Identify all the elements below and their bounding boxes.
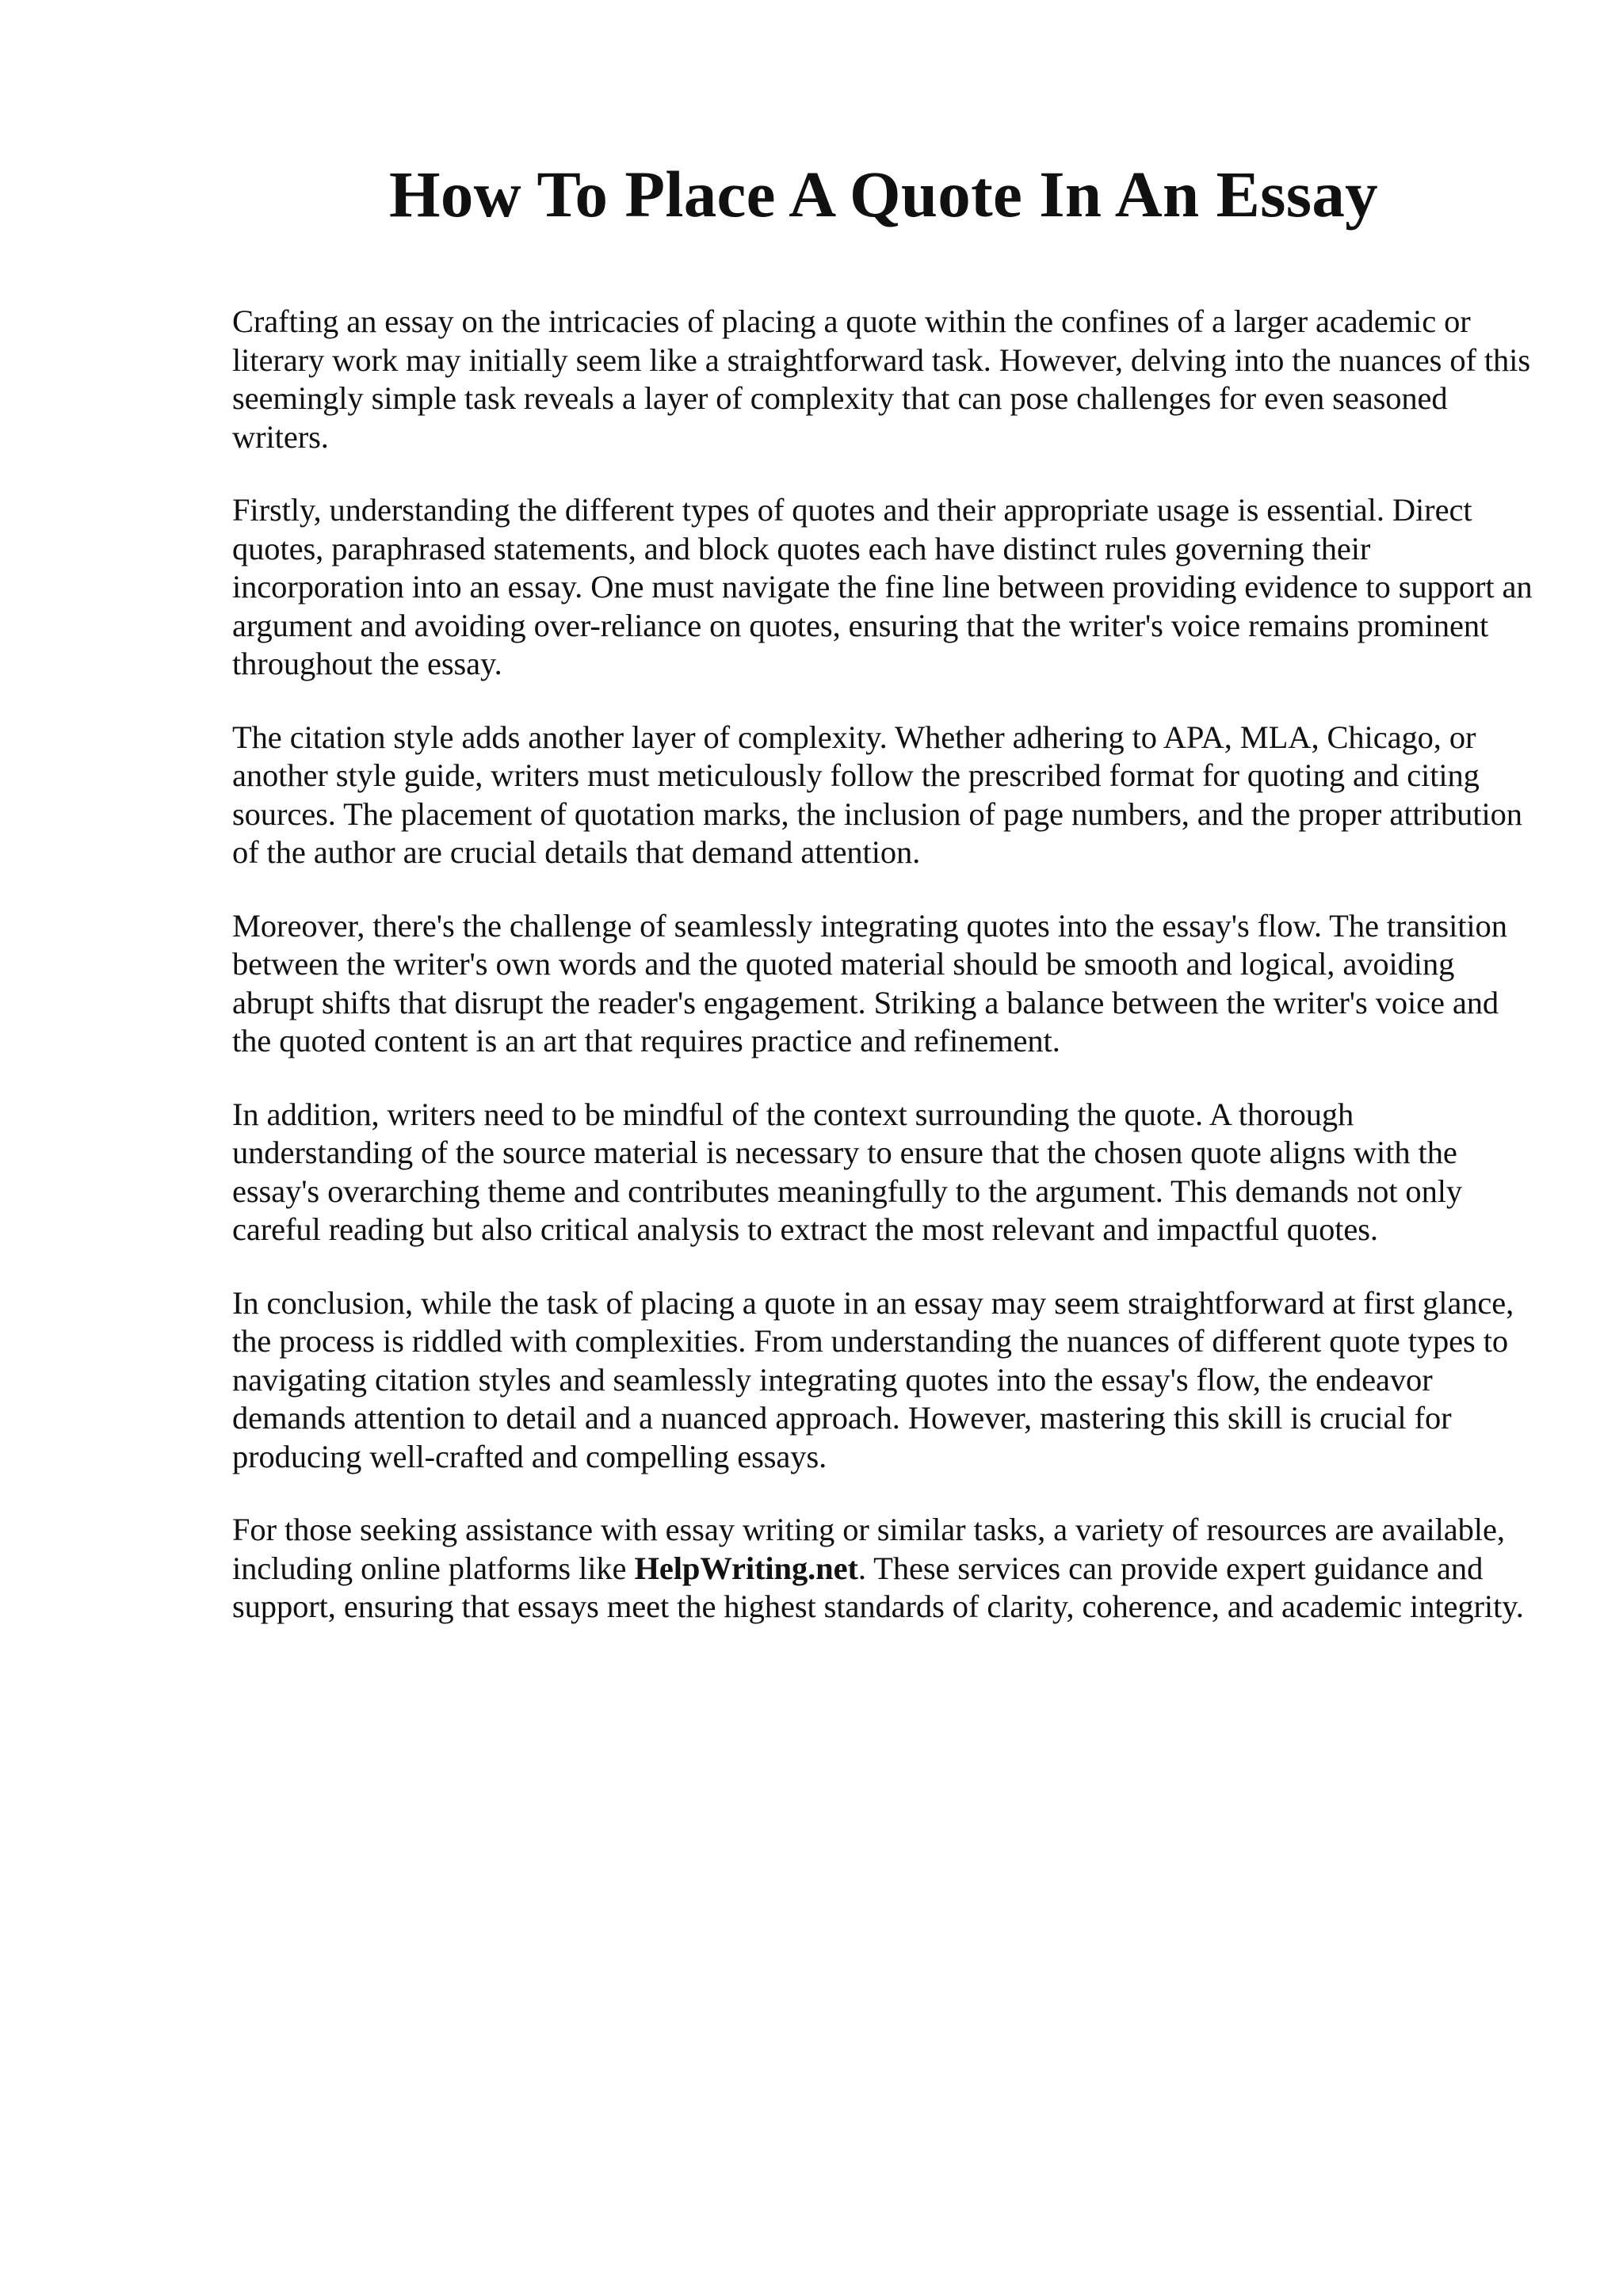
paragraph-conclusion: In conclusion, while the task of placing a quote in an essay may seem straightforward at first glance, the process is riddled with complexities. From understanding the nuances of different quote types to navigating citation styles and seamlessly integrating quotes into the essay's flow, the endeavor demands attention to detail and a nuanced approach. However, mastering this skill is crucial for producing well-crafted and compelling essays. bbox=[232, 1284, 1514, 1474]
brand-name: HelpWriting.net bbox=[634, 1550, 858, 1586]
paragraph-quote-types: Firstly, understanding the different types of quotes and their appropriate usage is essential. Direct quotes, paraphrased statements, and block quotes each have distinct rules governing their incorporation into an essay. One must navigate the fine line between providing evidence to support an argument and avoiding over-reliance on quotes, ensuring that the writer's voice remains prominent throughout the essay. bbox=[232, 492, 1533, 681]
paragraph-closing bbox=[232, 1511, 1540, 1627]
closing-text-before: For those seeking assistance with essay writing or similar tasks, a variety of resources are available, including online platforms like bbox=[232, 1512, 1505, 1586]
paragraph-citation-style: The citation style adds another layer of complexity. Whether adhering to APA, MLA, Chicago, or another style guide, writers must meticulously follow the prescribed format for quoting and citing sources. The placement of quotation marks, the inclusion of page numbers, and the proper attribution of the author are crucial details that demand attention. bbox=[232, 719, 1522, 870]
paragraph-context: In addition, writers need to be mindful of the context surrounding the quote. A thorough understanding of the source material is necessary to ensure that the chosen quote aligns with the essay's overarching theme and contributes meaningfully to the argument. This demands not only careful reading but also critical analysis to extract the most relevant and impactful quotes. bbox=[232, 1096, 1463, 1247]
document-body bbox=[232, 303, 1540, 1661]
closing-text-after: . These services can provide expert guidance and support, ensuring that essays meet the highest standards of clarity, coherence, and academic integrity. bbox=[232, 1550, 1524, 1624]
document-title: How To Place A Quote In An Essay bbox=[389, 158, 1378, 231]
paragraph-integration: Moreover, there's the challenge of seamlessly integrating quotes into the essay's flow. The transition between the writer's own words and the quoted material should be smooth and logical, avoiding abrupt shifts that disrupt the reader's engagement. Striking a balance between the writer's voice and the quoted content is an art that requires practice and refinement. bbox=[232, 907, 1507, 1058]
paragraph-intro: Crafting an essay on the intricacies of placing a quote within the confines of a larger academic or literary work may initially seem like a straightforward task. However, delving into the nuances of this seemingly simple task reveals a layer of complexity that can pose challenges for even seasoned writers. bbox=[232, 303, 1530, 455]
